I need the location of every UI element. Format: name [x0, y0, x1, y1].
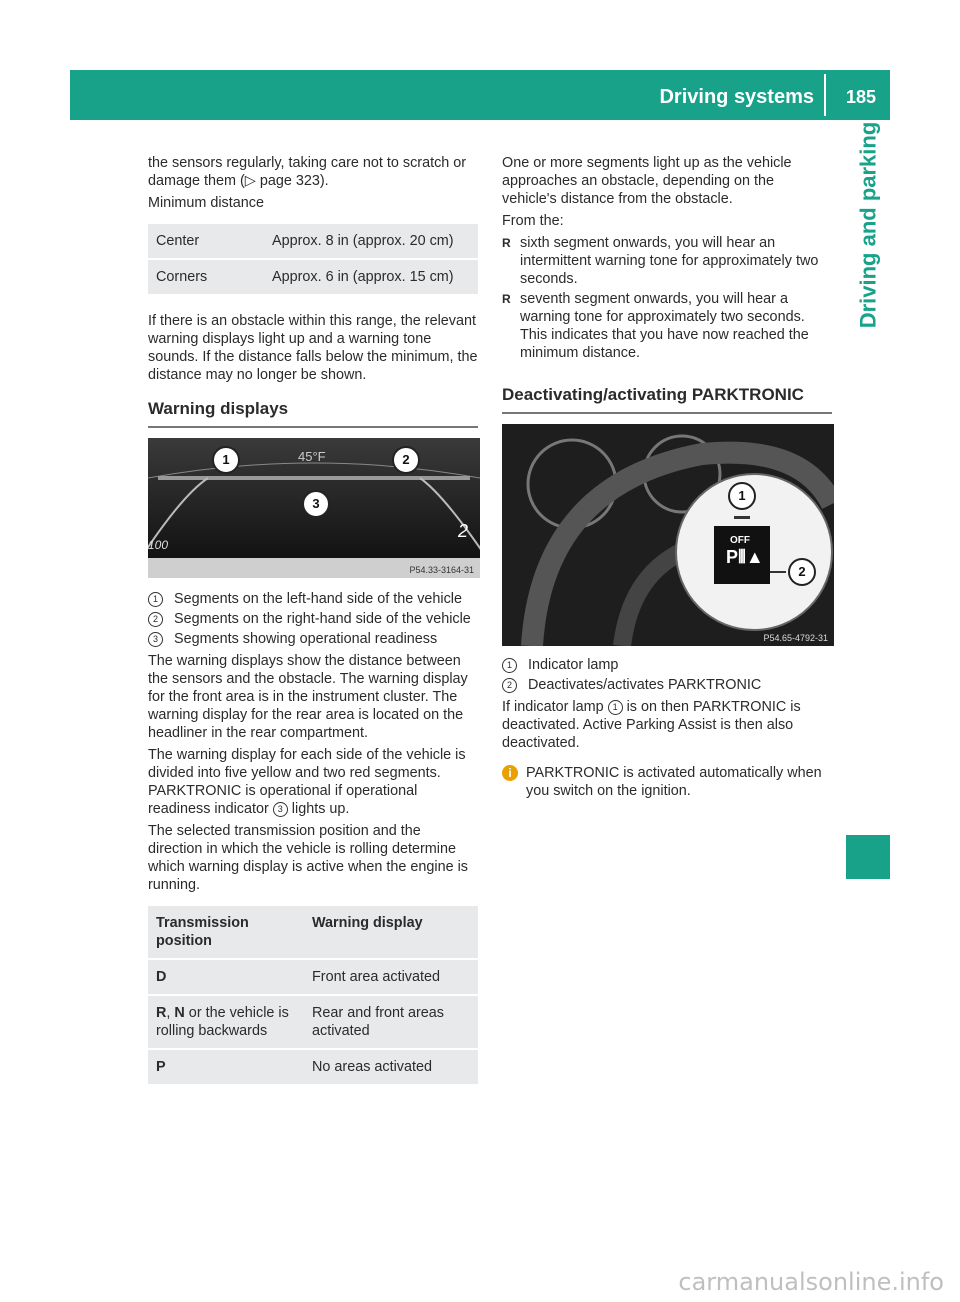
legend-item	[148, 630, 478, 648]
figure-code: P54.65-4792-31	[763, 633, 828, 643]
transmission-table	[148, 906, 478, 1084]
deactivating-heading: Deactivating/activating PARKTRONIC	[502, 384, 832, 414]
callout-1: 1	[212, 446, 240, 474]
min-distance-table	[148, 224, 478, 294]
table-row	[148, 1049, 478, 1084]
callout-2: 2	[392, 446, 420, 474]
legend-number: 2	[502, 678, 517, 693]
gear-description: or the vehicle is rolling backwards	[156, 1005, 289, 1039]
legend-number: 3	[148, 632, 163, 647]
legend-number: 2	[148, 612, 163, 627]
watermark: carmanualsonline.info	[678, 1268, 944, 1296]
bullet-marker: R	[502, 236, 511, 250]
gear-code: P	[156, 1059, 166, 1075]
table-header: Transmission position	[156, 915, 249, 949]
gear-code: N	[174, 1005, 185, 1021]
chapter-tab-label: Driving and parking	[855, 121, 880, 329]
table-row	[148, 259, 478, 294]
section-title: Driving systems	[659, 86, 814, 108]
steering-wheel-illustration	[502, 424, 834, 646]
info-note	[502, 764, 832, 800]
segments-text-b: lights up.	[287, 801, 350, 817]
bullet-text: seventh segment onwards, you will hear a warning tone for approximately two seconds. This indicates that you have now reached the minimum distance.	[520, 291, 809, 361]
legend-text: Indicator lamp	[528, 657, 619, 673]
bullet-text: sixth segment onwards, you will hear an intermittent warning tone for approximately two seconds.	[520, 235, 819, 287]
table-cell	[148, 995, 304, 1049]
segments-paragraph	[148, 746, 478, 818]
table-cell: Center	[156, 233, 200, 249]
chapter-tab-marker	[846, 835, 890, 879]
legend-text: Segments on the right-hand side of the vehicle	[174, 611, 471, 627]
gear-indicator: 2	[458, 521, 469, 541]
gear-code: R	[156, 1005, 167, 1021]
legend-item	[148, 590, 478, 608]
min-distance-label: Minimum distance	[148, 195, 264, 211]
page-header	[70, 70, 890, 120]
table-cell	[148, 959, 304, 995]
table-row	[148, 224, 478, 259]
list-item	[502, 290, 832, 362]
segments-text-a: The warning display for each side of the vehicle is divided into five yellow and two red segments. PARKTRONIC is operational if operational readiness indicator	[148, 747, 466, 817]
list-item	[502, 234, 832, 288]
transmission-paragraph: The selected transmission position and the direction in which the vehicle is rolling determine which warning display is active when the engine is running.	[148, 823, 468, 893]
legend-item	[148, 610, 478, 628]
table-header-row	[148, 906, 478, 959]
legend-text: Segments on the left-hand side of the vehicle	[174, 591, 462, 607]
table-cell: Approx. 8 in (approx. 20 cm)	[272, 233, 454, 249]
indicator-text-b: is on then PARKTRONIC is deactivated. Active Parking Assist is then also deactivated.	[502, 699, 801, 751]
gear-separator: ,	[166, 1005, 175, 1021]
bullet-marker: R	[502, 292, 511, 306]
indicator-paragraph	[502, 698, 832, 752]
table-cell: Approx. 6 in (approx. 15 cm)	[272, 269, 454, 285]
callout-1: 1	[728, 482, 756, 510]
header-divider	[824, 74, 826, 116]
legend-number: 1	[148, 592, 163, 607]
page-number: 185	[845, 87, 876, 107]
from-label: From the:	[502, 213, 564, 229]
inline-callout-number: 1	[608, 700, 623, 715]
info-note-text: PARKTRONIC is activated automatically when you switch on the ignition.	[526, 765, 822, 799]
table-row	[148, 959, 478, 995]
gear-code: D	[156, 969, 167, 985]
table-header: Warning display	[312, 915, 423, 931]
parktronic-button-icon[interactable]: P⦀▲	[726, 547, 764, 567]
speed-scale-label: 100	[148, 538, 169, 552]
intro-paragraph: the sensors regularly, taking care not to scratch or damage them (▷ page 323).	[148, 155, 467, 189]
table-cell	[148, 1049, 304, 1084]
temperature-readout: 45°F	[298, 449, 326, 464]
legend-text: Segments showing operational readiness	[174, 631, 438, 647]
info-icon: i	[502, 765, 518, 781]
legend-text: Deactivates/activates PARKTRONIC	[528, 677, 762, 693]
table-row	[148, 995, 478, 1049]
table-cell: No areas activated	[312, 1059, 432, 1075]
warning-displays-heading: Warning displays	[148, 398, 478, 428]
callout-3: 3	[302, 490, 330, 518]
left-column	[148, 154, 478, 1084]
chapter-tab	[846, 120, 890, 880]
range-paragraph: If there is an obstacle within this range, the relevant warning displays light up and a warning tone sounds. If the distance falls below the minimum, the distance may no longer be shown.	[148, 313, 478, 383]
steering-wheel-figure	[502, 424, 834, 646]
instrument-cluster-figure	[148, 438, 480, 578]
indicator-text-a: If indicator lamp	[502, 699, 608, 715]
off-label: OFF	[730, 535, 750, 546]
inline-callout-number: 3	[273, 802, 288, 817]
legend-item	[502, 656, 832, 674]
legend-number: 1	[502, 658, 517, 673]
table-cell: Rear and front areas activated	[312, 1005, 444, 1039]
table-cell: Front area activated	[312, 969, 440, 985]
show-paragraph: The warning displays show the distance between the sensors and the obstacle. The warning display for the front area is in the instrument cluster. The warning display for the rear area is located on the headliner in the rear compartment.	[148, 653, 468, 741]
figure-code: P54.33-3164-31	[409, 565, 474, 575]
segments-intro-paragraph: One or more segments light up as the vehicle approaches an obstacle, depending on the vehicle's distance from the obstacle.	[502, 155, 792, 207]
right-column	[502, 154, 832, 800]
callout-2: 2	[788, 558, 816, 586]
table-cell: Corners	[156, 269, 208, 285]
legend-item	[502, 676, 832, 694]
